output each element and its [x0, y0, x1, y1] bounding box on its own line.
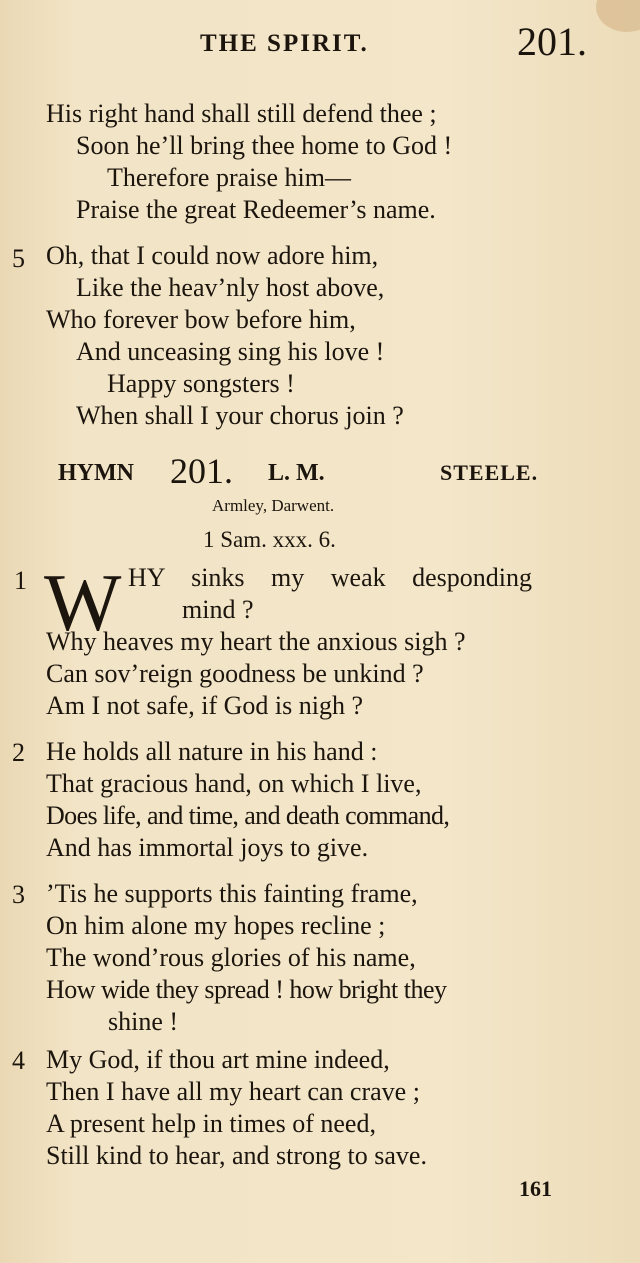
verse-line: On him alone my hopes recline ; [46, 911, 386, 940]
drop-cap: W [44, 557, 122, 648]
verse-line: My God, if thou art mine indeed, [46, 1045, 390, 1074]
verse-line: ’Tis he supports this fainting frame, [46, 879, 418, 908]
verse-line: When shall I your chorus join ? [76, 401, 404, 430]
hymn-label: HYMN [58, 460, 134, 486]
hymn-number: 201. [170, 451, 233, 491]
verse-line: How wide they spread ! how bright they [46, 975, 447, 1004]
hymn-author: STEELE. [440, 460, 539, 485]
verse-line: Can sov’reign goodness be unkind ? [46, 659, 424, 688]
verse-number: 4 [12, 1046, 25, 1075]
verse-line: The wond’rous glories of his name, [46, 943, 416, 972]
verse-line: HY sinks my weak desponding [128, 563, 533, 592]
verse-line: Does life, and time, and death command, [46, 801, 450, 830]
verse-number: 1 [14, 566, 27, 595]
scripture-reference: 1 Sam. xxx. 6. [203, 527, 336, 552]
verse-line: Am I not safe, if God is nigh ? [46, 691, 364, 720]
page-corner-stain [596, 0, 640, 32]
verse-line: Soon he’ll bring thee home to God ! [76, 131, 453, 160]
running-header-title: THE SPIRIT. [200, 30, 369, 57]
verse-line: And unceasing sing his love ! [76, 337, 385, 366]
hymn-meter: L. M. [268, 460, 325, 486]
verse-number: 2 [12, 738, 25, 767]
verse-line: Happy songsters ! [107, 369, 295, 398]
verse-number: 3 [12, 880, 25, 909]
verse-line: Who forever bow before him, [46, 305, 356, 334]
running-header-page-number: 201. [517, 19, 587, 64]
verse-line: Oh, that I could now adore him, [46, 241, 379, 270]
verse-line: Then I have all my heart can crave ; [46, 1077, 420, 1106]
hymn-tunes: Armley, Darwent. [212, 496, 335, 515]
verse-line: mind ? [182, 595, 254, 624]
verse-line: Still kind to hear, and strong to save. [46, 1141, 427, 1170]
verse-line: And has immortal joys to give. [46, 833, 369, 862]
verse-line: Therefore praise him— [107, 163, 352, 192]
verse-number: 5 [12, 244, 25, 273]
verse-line: Praise the great Redeemer’s name. [76, 195, 436, 224]
signature-mark: 161 [519, 1176, 552, 1201]
verse-line: Why heaves my heart the anxious sigh ? [46, 627, 466, 656]
verse-line: He holds all nature in his hand : [46, 737, 378, 766]
verse-line: A present help in times of need, [46, 1109, 376, 1138]
verse-line: His right hand shall still defend thee ; [46, 99, 437, 128]
verse-line: shine ! [108, 1007, 179, 1036]
verse-line: Like the heav’nly host above, [76, 273, 385, 302]
verse-line: That gracious hand, on which I live, [46, 769, 422, 798]
